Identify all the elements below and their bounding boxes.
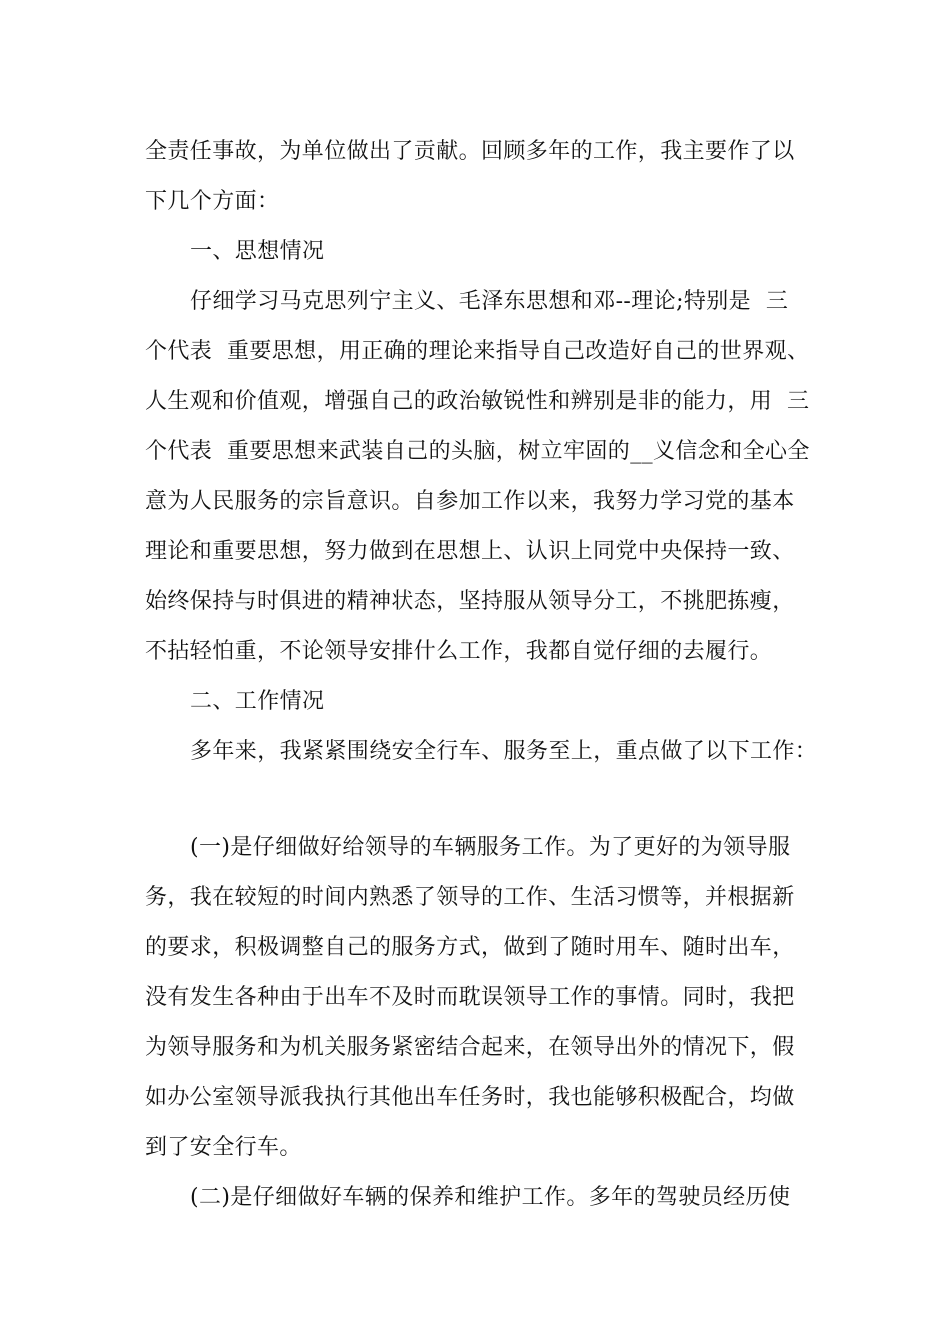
text-line: 人生观和价值观，增强自己的政治敏锐性和辨别是非的能力，用 三 [145,389,810,414]
text-line: 为领导服务和为机关服务紧密结合起来，在领导出外的情况下，假 [145,1035,795,1060]
text-line: 个代表 重要思想，用正确的理论来指导自己改造好自己的世界观、 [145,339,810,364]
text-line: 务，我在较短的时间内熟悉了领导的工作、生活习惯等，并根据新 [145,885,795,910]
text-line: 理论和重要思想，努力做到在思想上、认识上同党中央保持一致、 [145,539,795,564]
text-line: 仔细学习马克思列宁主义、毛泽东思想和邓--理论;特别是 三 [190,289,789,314]
text-line: 没有发生各种由于出车不及时而耽误领导工作的事情。同时，我把 [145,985,795,1010]
text-line: 多年来，我紧紧围绕安全行车、服务至上，重点做了以下工作： [190,739,818,764]
text-line: (二)是仔细做好车辆的保养和维护工作。多年的驾驶员经历使 [190,1185,791,1210]
text-line: 下几个方面： [145,189,280,214]
section-heading: 二、工作情况 [190,689,325,714]
text-line: 的要求，积极调整自己的服务方式，做到了随时用车、随时出车， [145,935,795,960]
text-line: 不拈轻怕重，不论领导安排什么工作，我都自觉仔细的去履行。 [145,639,773,664]
text-line: 如办公室领导派我执行其他出车任务时，我也能够积极配合，均做 [145,1085,795,1110]
text-line: 全责任事故，为单位做出了贡献。回顾多年的工作，我主要作了以 [145,139,795,164]
text-line: 到了安全行车。 [145,1135,302,1160]
text-line: 意为人民服务的宗旨意识。自参加工作以来，我努力学习党的基本 [145,489,795,514]
section-heading: 一、思想情况 [190,239,325,264]
text-line: 始终保持与时俱进的精神状态，坚持服从领导分工，不挑肥拣瘦， [145,589,795,614]
text-line: (一)是仔细做好给领导的车辆服务工作。为了更好的为领导服 [190,835,791,860]
text-line: 个代表 重要思想来武装自己的头脑，树立牢固的__义信念和全心全 [145,439,810,464]
